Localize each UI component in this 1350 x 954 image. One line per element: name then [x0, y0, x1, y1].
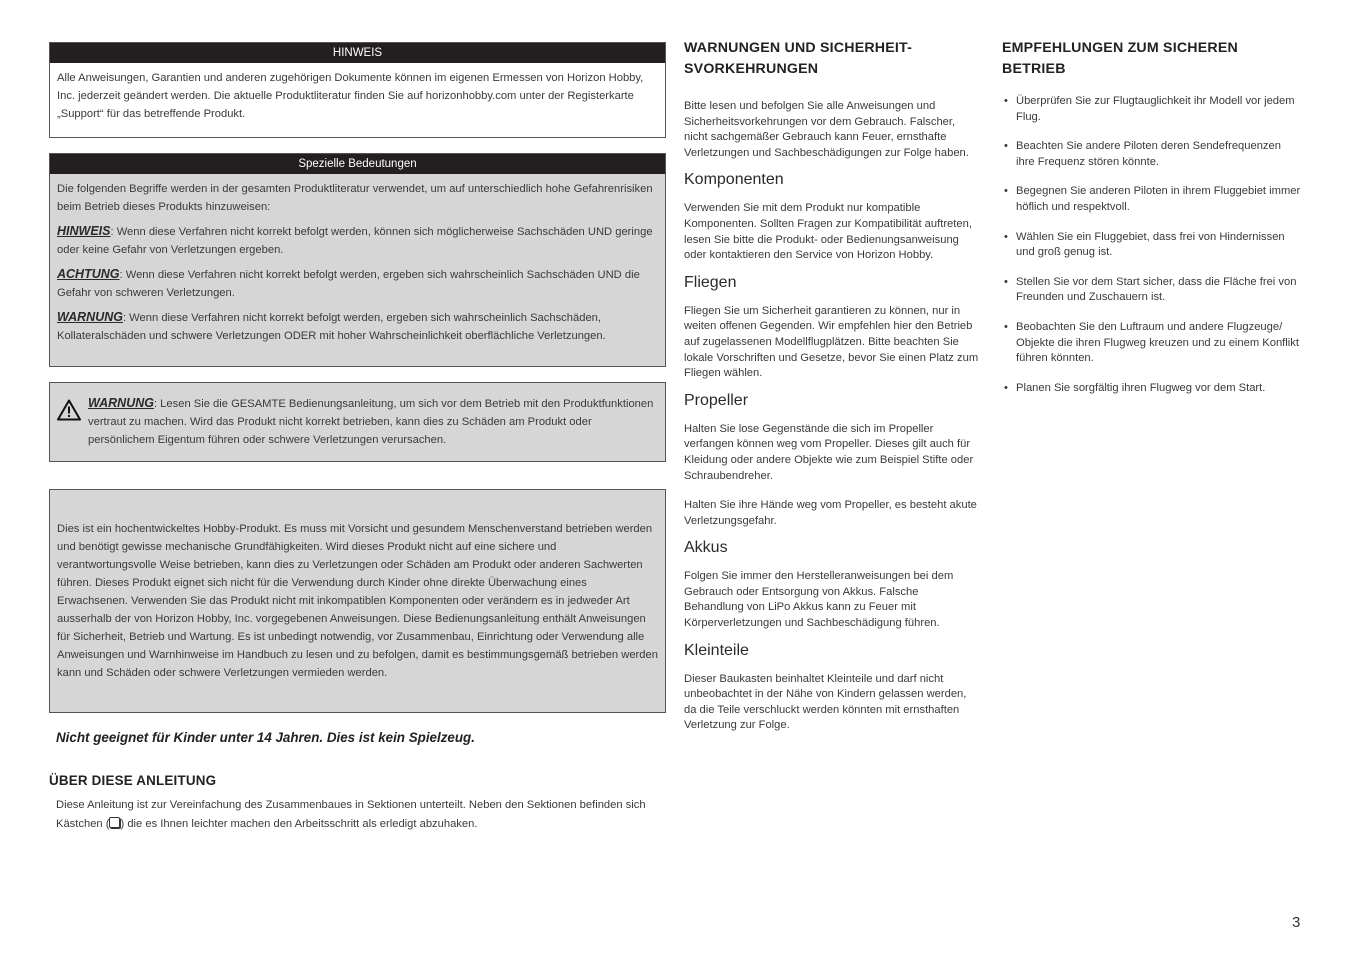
- section-text-kleinteile: Dieser Baukasten beinhaltet Kleinteile und darf nicht unbeobachtet in der Nähe von Kindern gelassen werden, da die Teile verschluckt werden könnten mit ernsthaften Verletzung zur Folge.: [684, 672, 967, 732]
- right-column: [1002, 38, 1302, 410]
- middle-column: [684, 38, 980, 734]
- age-warning: Nicht geeignet für Kinder unter 14 Jahren. Dies ist kein Spielzeug.: [56, 730, 475, 745]
- about-manual-text: [49, 796, 666, 834]
- section-text-akkus: Folgen Sie immer den Herstelleranweisungen bei dem Gebrauch oder Entsorgung von Akkus. Falsche Behandlung von LiPo Akkus kann zu Feuer mit Körperverletzungen und Sachbeschädigung führen.: [684, 570, 954, 630]
- warning-text-body: : Lesen Sie die GESAMTE Bedienungsanleitung, um sich vor dem Betrieb mit den Produktfunktionen vertraut zu machen. Wird das Produkt nicht korrekt betrieben, kann dies zu Schäden am Produkt oder persönlichem Eigentum führen oder schwere Verletzungen verursachen.: [88, 398, 654, 446]
- about-text-after: ) die es Ihnen leichter machen den Arbeitsschritt als erledigt abzuhaken.: [120, 818, 478, 830]
- page-number: 3: [1292, 914, 1301, 931]
- warning-text: [57, 394, 658, 449]
- intro-safety-box: [49, 489, 666, 713]
- term-warnung: WARNUNG: [57, 310, 123, 324]
- section-title-komponenten: Komponenten: [684, 171, 784, 189]
- section-text-komponenten: Verwenden Sie mit dem Produkt nur kompatible Komponenten. Sollten Fragen zur Kompatibilität auftreten, lesen Sie bitte die Produkt- oder Bedienungsanweisung oder kontaktieren den Service von Horizon Hobby.: [684, 202, 972, 262]
- special-item-achtung: [57, 265, 658, 302]
- list-item: • Überprüfen Sie zur Flugtauglichkeit ihr Modell vor jedem Flug.: [1002, 94, 1302, 125]
- section-text-propeller-1: Halten Sie lose Gegenstände die sich im Propeller verfangen können weg vom Propeller. Dieses gilt auch für Kleidung oder andere Objekte wie zum Beispiel Stifte oder Schraubendreher.: [684, 422, 974, 482]
- section-text-fliegen: Fliegen Sie um Sicherheit garantieren zu können, nur in weiten offenen Gegenden. Wir empfehlen hier den Betrieb auf zugelassenen Modellflugplätzen. Bitte beachten Sie lokale Vorschriften und Gesetze, bevor Sie einen Platz zum Fliegen wählen.: [684, 304, 979, 380]
- hinweis-text: Alle Anweisungen, Garantien und anderen zugehörigen Dokumente können im eigenen Ermessen von Horizon Hobby, Inc. jederzeit geändert werden. Die aktuelle Produktliteratur finden Sie auf horizonhobby.com unter der Registerkarte „Support“ für das betreffende Produkt.: [57, 72, 644, 120]
- special-item-warnung: [57, 308, 658, 345]
- list-item: • Wählen Sie ein Fluggebiet, dass frei von Hindernissen und groß genug ist.: [1002, 230, 1302, 261]
- section-text-propeller-2: Halten Sie ihre Hände weg vom Propeller, es besteht akute Verletzungsgefahr.: [684, 499, 977, 527]
- about-text-before: Diese Anleitung ist zur Vereinfachung des Zusammenbaues in Sektionen unterteilt. Neben den Sektionen befinden sich Kästchen (: [56, 799, 646, 830]
- warning-triangle-icon: [57, 399, 81, 421]
- list-item: • Planen Sie sorgfältig ihren Flugweg vor dem Start.: [1002, 381, 1302, 397]
- special-item-achtung-text: : Wenn diese Verfahren nicht korrekt befolgt werden, ergeben sich wahrscheinlich Sachschäden UND die Gefahr von schweren Verletzungen.: [57, 269, 640, 299]
- warning-box: [49, 382, 666, 462]
- hinweis-title: HINWEIS: [50, 43, 665, 63]
- recommendations-heading: EMPFEHLUNGEN ZUM SICHEREN BETRIEB: [1002, 40, 1238, 77]
- left-column: [49, 42, 666, 834]
- list-item: • Stellen Sie vor dem Start sicher, dass die Fläche frei von Freunden und Zuschauern ist.: [1002, 275, 1302, 306]
- special-item-hinweis-text: : Wenn diese Verfahren nicht korrekt befolgt werden, können sich möglicherweise Sachschäden UND geringe oder keine Gefahr von Verletzungen ergeben.: [57, 226, 653, 256]
- section-title-fliegen: Fliegen: [684, 273, 737, 291]
- about-manual-heading: ÜBER DIESE ANLEITUNG: [49, 773, 217, 788]
- term-warnung-main: WARNUNG: [88, 396, 154, 410]
- list-item: • Beachten Sie andere Piloten deren Sendefrequenzen ihre Frequenz stören könnte.: [1002, 139, 1302, 170]
- special-item-warnung-text: : Wenn diese Verfahren nicht korrekt befolgt werden, ergeben sich wahrscheinlich Sachschäden, Kollateralschäden und schwere Verletzungen ODER mit hoher Wahrscheinlichkeit oberflächliche Verletzungen.: [57, 312, 606, 342]
- warnings-intro: Bitte lesen und befolgen Sie alle Anweisungen und Sicherheitsvorkehrungen vor dem Gebrauch. Falscher, nicht sachgemäßer Gebrauch kann Feuer, ernsthafte Verletzungen und Sachbeschädigungen zur Folge haben.: [684, 100, 969, 159]
- special-meanings-intro: Die folgenden Begriffe werden in der gesamten Produktliteratur verwendet, um auf unterschiedlich hohe Gefahrenrisiken beim Betrieb dieses Produkts hinzuweisen:: [57, 183, 653, 213]
- term-hinweis: HINWEIS: [57, 224, 111, 238]
- list-item: • Beobachten Sie den Luftraum und andere Flugzeuge/ Objekte die ihren Flugweg kreuzen und zu einem Konflikt führen könnten.: [1002, 320, 1302, 367]
- special-meanings-title: Spezielle Bedeutungen: [50, 154, 665, 174]
- special-item-hinweis: [57, 222, 658, 259]
- list-item: • Begegnen Sie anderen Piloten in ihrem Fluggebiet immer höflich und respektvoll.: [1002, 184, 1302, 215]
- checkbox-icon: [109, 817, 120, 828]
- special-meanings-box: [49, 153, 666, 367]
- warnings-heading: WARNUNGEN UND SICHERHEIT-SVORKEHRUNGEN: [684, 40, 913, 77]
- intro-safety-text: Dies ist ein hochentwickeltes Hobby-Produkt. Es muss mit Vorsicht und gesundem Menschenverstand betrieben werden und benötigt gewisse mechanische Grundfähigkeiten. Wird dieses Produkt nicht auf eine sichere und verantwortungsvolle Weise betrieben, kann dies zu Verletzungen oder Schäden am Produkt oder anderen Sachwerten führen. Dieses Produkt eignet sich nicht für die Verwendung durch Kinder ohne direkte Überwachung eines Erwachsenen. Verwenden Sie das Produkt nicht mit inkompatiblen Komponenten oder verändern es in jedweder Art ausserhalb der von Horizon Hobby, Inc. vorgegebenen Anweisungen. Diese Bedienungsanleitung enthält Anweisungen für Sicherheit, Betrieb und Wartung. Es ist unbedingt notwendig, vor Zusammenbau, Einrichtung oder Verwendung alle Anweisungen und Warnhinweise im Handbuch zu lesen und zu befolgen, damit es bestimmungsgemäß betrieben werden kann und Schäden oder schwere Verletzungen vermieden werden.: [57, 523, 658, 679]
- section-title-akkus: Akkus: [684, 539, 728, 557]
- hinweis-notice-box: [49, 42, 666, 138]
- section-title-propeller: Propeller: [684, 391, 749, 409]
- section-title-kleinteile: Kleinteile: [684, 641, 749, 659]
- term-achtung: ACHTUNG: [57, 267, 120, 281]
- recommendations-list: [1002, 94, 1302, 396]
